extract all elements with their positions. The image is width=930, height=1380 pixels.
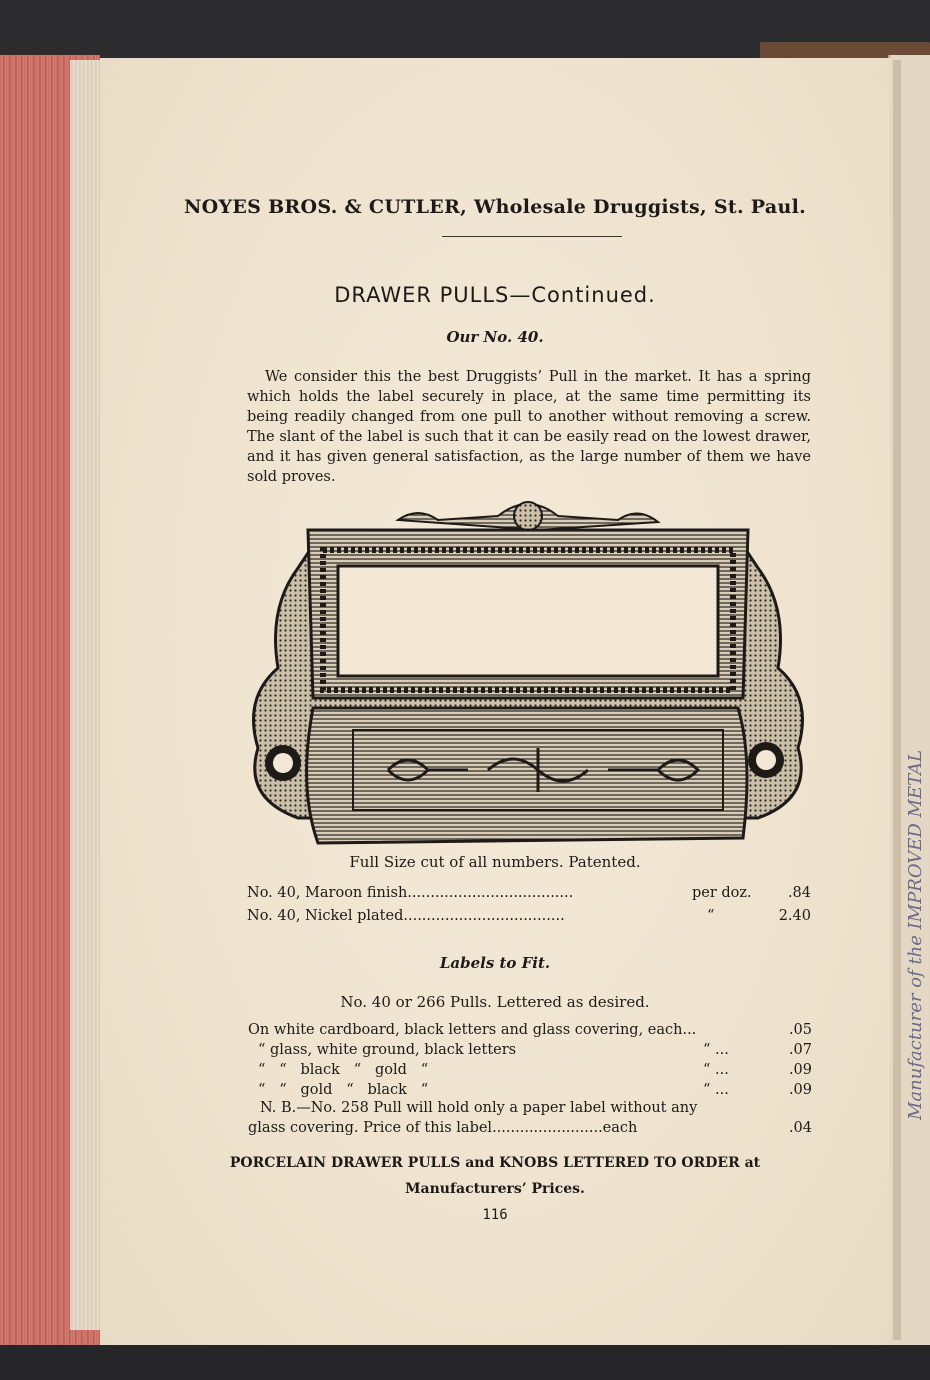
label-unit: “ ...: [703, 1042, 729, 1058]
footer-line: PORCELAIN DRAWER PULLS and KNOBS LETTERED TO ORDER at: [229, 1155, 761, 1171]
price-unit: “: [707, 908, 715, 924]
price-value: 2.40: [778, 908, 811, 924]
price-desc: No. 40, Maroon finish....................................: [247, 885, 574, 901]
label-row: [248, 1022, 812, 1042]
price-row: [247, 908, 811, 928]
book-background-bottom: [0, 1345, 930, 1380]
price-value: .84: [787, 885, 811, 901]
label-desc: “ “ black “ gold “: [258, 1062, 429, 1078]
label-price: .07: [788, 1042, 812, 1058]
book-gutter: [893, 60, 901, 1340]
facing-page-text: Manufacturer of the IMPROVED METAL: [905, 749, 926, 1120]
labels-subtitle: No. 40 or 266 Pulls. Lettered as desired.: [340, 993, 650, 1011]
product-subtitle: Our No. 40.: [446, 328, 544, 346]
note-line: N. B.—No. 258 Pull will hold only a paper label without any: [260, 1100, 698, 1116]
header-rule: [442, 236, 622, 237]
price-desc: No. 40, Nickel plated...................................: [247, 908, 565, 924]
section-title: DRAWER PULLS—Continued.: [334, 283, 656, 307]
label-unit: “ ...: [703, 1062, 729, 1078]
note-row: [248, 1120, 812, 1140]
label-desc: On white cardboard, black letters and glass covering, each...: [248, 1022, 697, 1038]
footer-line: Manufacturers’ Prices.: [405, 1181, 585, 1197]
label-price: .09: [788, 1062, 812, 1078]
label-price: .09: [788, 1082, 812, 1098]
illustration-caption: Full Size cut of all numbers. Patented.: [349, 853, 641, 871]
label-unit: “ ...: [703, 1082, 729, 1098]
page-header: NOYES BROS. & CUTLER, Wholesale Druggists, St. Paul.: [183, 196, 807, 218]
label-row: [248, 1082, 812, 1102]
labels-title: Labels to Fit.: [439, 954, 551, 972]
note-line: glass covering. Price of this label........................each: [248, 1120, 638, 1136]
price-unit: per doz.: [692, 885, 752, 901]
label-price: .05: [788, 1022, 812, 1038]
label-row: [248, 1042, 812, 1062]
drawer-pull-engraving-icon: [238, 498, 818, 852]
page-number: 116: [482, 1207, 508, 1223]
label-desc: “ glass, white ground, black letters: [258, 1042, 517, 1058]
label-row: [248, 1062, 812, 1082]
price-row: [247, 885, 811, 905]
product-description: We consider this the best Druggists’ Pull in the market. It has a spring which holds the label securely in place, at the same time permitting its being readily changed from one pull to another without removing a screw. The slant of the label is such that it can be easily read on the lowest drawer, and it has given general satisfaction, as the large number of them we have sold proves.: [247, 369, 811, 485]
note-price: .04: [788, 1120, 812, 1136]
page-footer: [100, 1150, 890, 1202]
label-desc: “ “ gold “ black “: [258, 1082, 429, 1098]
